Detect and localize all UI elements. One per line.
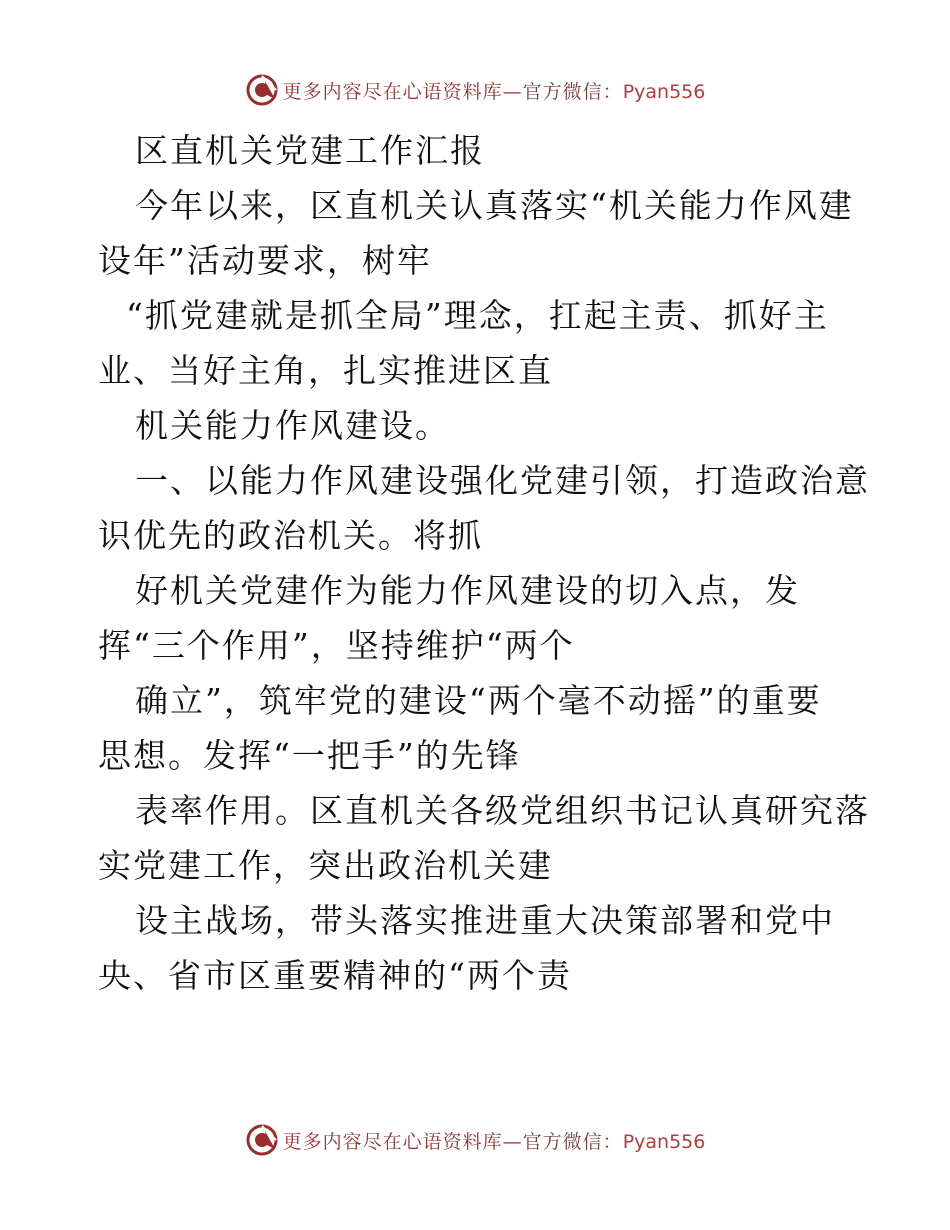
banner-separator: — — [502, 80, 523, 103]
text-line: 一、以能力作风建设强化党建引领，打造政治意 — [135, 461, 870, 500]
text-line: 识优先的政治机关。将抓 — [98, 516, 483, 555]
text-line: 业、当好主角，扎实推进区直 — [98, 351, 553, 390]
banner-text — [283, 1127, 706, 1154]
text-line: 实党建工作，突出政治机关建 — [98, 846, 553, 885]
banner-separator: — — [502, 1130, 523, 1153]
text-line: 挥“三个作用”，坚持维护“两个 — [98, 626, 575, 665]
banner-label: 官方微信： — [522, 1130, 623, 1153]
document-body — [98, 123, 870, 1003]
header-banner — [0, 70, 950, 110]
text-line: 机关能力作风建设。 — [135, 406, 450, 445]
banner-text — [283, 77, 706, 104]
text-line: 央、省市区重要精神的“两个责 — [98, 956, 572, 995]
text-line: 好机关党建作为能力作风建设的切入点，发 — [135, 571, 800, 610]
banner-slogan: 更多内容尽在心语资料库 — [282, 80, 503, 103]
banner-label: 官方微信： — [522, 80, 623, 103]
banner-account: Pyan556 — [622, 1130, 706, 1153]
logo-icon — [245, 1123, 279, 1157]
document-title: 区直机关党建工作汇报 — [135, 131, 485, 170]
text-line: 设主战场，带头落实推进重大决策部署和党中 — [135, 901, 835, 940]
text-line: 今年以来，区直机关认真落实“机关能力作风建 — [135, 186, 854, 225]
footer-banner — [0, 1120, 950, 1160]
logo-icon — [245, 73, 279, 107]
text-line: 设年”活动要求，树牢 — [98, 241, 432, 280]
text-line: 思想。发挥“一把手”的先锋 — [98, 736, 521, 775]
text-line: 确立”，筑牢党的建设“两个毫不动摇”的重要 — [135, 681, 822, 720]
banner-slogan: 更多内容尽在心语资料库 — [282, 1130, 503, 1153]
text-line: “抓党建就是抓全局”理念，扛起主责、抓好主 — [126, 296, 829, 335]
banner-account: Pyan556 — [622, 80, 706, 103]
text-line: 表率作用。区直机关各级党组织书记认真研究落 — [135, 791, 870, 830]
